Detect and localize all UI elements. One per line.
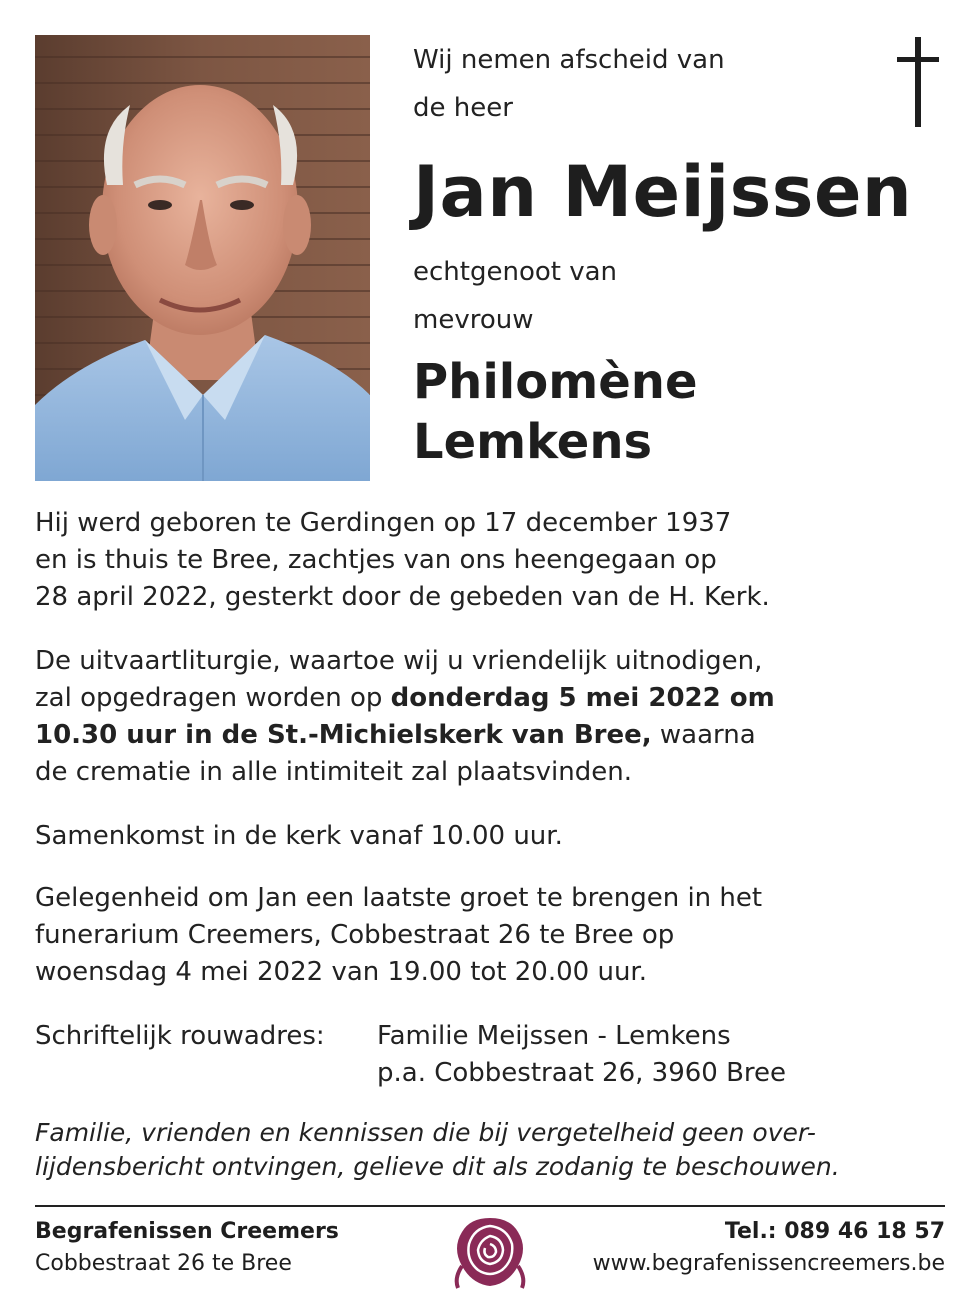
birth-death-line-2: en is thuis te Bree, zachtjes van ons heengegaan op <box>35 545 717 575</box>
spouse-intro-text <box>413 248 617 344</box>
funeral-line-3 <box>35 717 955 754</box>
spouse-intro-line-2: mevrouw <box>413 305 534 335</box>
gathering-paragraph: Samenkomst in de kerk vanaf 10.00 uur. <box>35 821 563 851</box>
spouse-name <box>413 352 698 472</box>
notice-paragraph <box>35 1116 945 1184</box>
funeral-date-bold: donderdag 5 mei 2022 om <box>390 683 775 713</box>
footer-company-address: Cobbestraat 26 te Bree <box>35 1251 292 1276</box>
birth-death-line-3: 28 april 2022, gesterkt door de gebeden van de H. Kerk. <box>35 582 770 612</box>
visitation-paragraph <box>35 880 955 991</box>
funeral-paragraph <box>35 643 955 791</box>
footer-contact-block <box>593 1216 945 1280</box>
deceased-name: Jan Meijssen <box>413 151 913 233</box>
rose-icon <box>452 1212 528 1292</box>
funeral-line-4: de crematie in alle intimiteit zal plaatsvinden. <box>35 757 632 787</box>
birth-death-paragraph <box>35 505 955 616</box>
mourning-address-line-1: Familie Meijssen - Lemkens <box>377 1021 731 1051</box>
latin-cross-icon <box>897 37 939 127</box>
spouse-intro-line-1: echtgenoot van <box>413 257 618 287</box>
portrait-photo <box>35 35 370 481</box>
notice-line-2: lijdensbericht ontvingen, gelieve dit als zodanig te beschouwen. <box>35 1152 840 1181</box>
mourning-address-line-2: p.a. Cobbestraat 26, 3960 Bree <box>377 1058 787 1088</box>
intro-line-1: Wij nemen afscheid van <box>413 45 725 75</box>
footer-website-link[interactable]: www.begrafenissencreemers.be <box>592 1251 945 1276</box>
footer-phone: Tel.: 089 46 18 57 <box>724 1219 945 1244</box>
footer-divider <box>35 1205 945 1207</box>
spouse-first-name: Philomène <box>413 354 698 410</box>
visitation-line-2: funerarium Creemers, Cobbestraat 26 te Bree op <box>35 920 675 950</box>
funeral-line-3-text: waarna <box>651 720 756 750</box>
funeral-place-bold: 10.30 uur in de St.-Michielskerk van Bree, <box>35 720 652 750</box>
funeral-line-2-text: zal opgedragen worden op <box>35 683 391 713</box>
mourning-address <box>377 1018 786 1092</box>
birth-death-line-1: Hij werd geboren te Gerdingen op 17 december 1937 <box>35 508 732 538</box>
visitation-line-3: woensdag 4 mei 2022 van 19.00 tot 20.00 uur. <box>35 957 647 987</box>
footer-company-name: Begrafenissen Creemers <box>35 1219 339 1244</box>
notice-line-1: Familie, vrienden en kennissen die bij vergetelheid geen over- <box>35 1118 816 1147</box>
visitation-line-1: Gelegenheid om Jan een laatste groet te brengen in het <box>35 883 763 913</box>
funeral-line-1: De uitvaartliturgie, waartoe wij u vriendelijk uitnodigen, <box>35 646 763 676</box>
intro-text <box>413 36 725 132</box>
funeral-line-2 <box>35 680 955 717</box>
intro-line-2: de heer <box>413 93 513 123</box>
spouse-last-name: Lemkens <box>413 414 653 470</box>
mourning-address-label: Schriftelijk rouwadres: <box>35 1021 325 1051</box>
portrait-illustration <box>35 35 370 481</box>
footer-company-block <box>35 1216 339 1280</box>
